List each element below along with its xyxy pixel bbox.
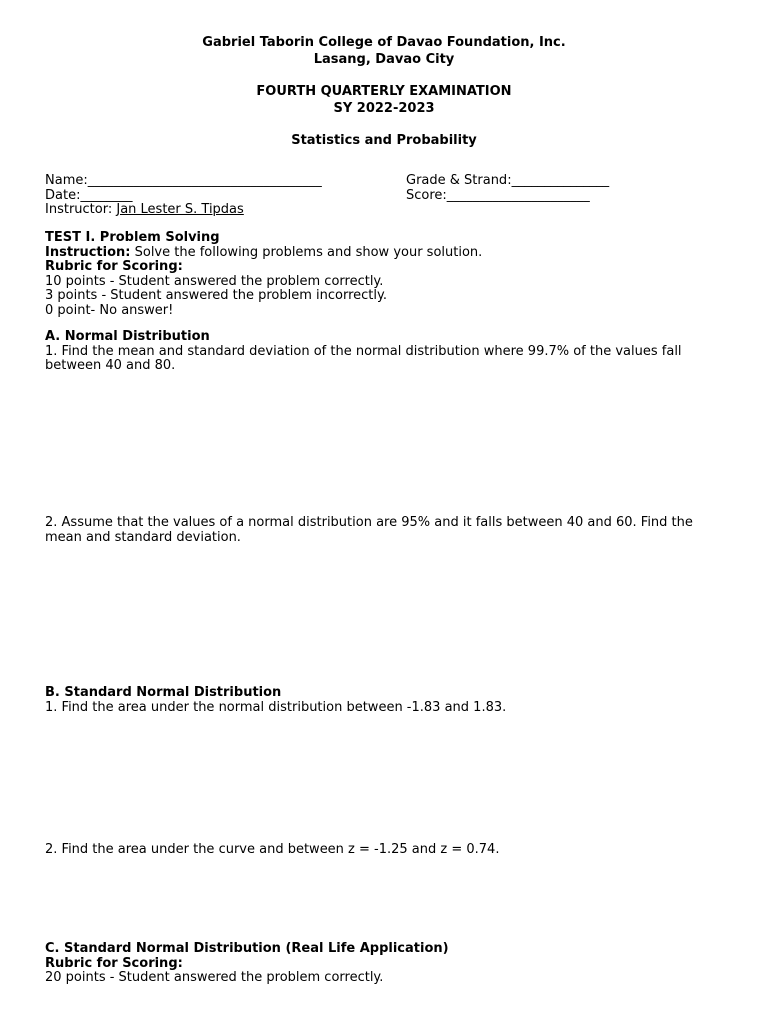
date-blank[interactable]: ________ [80,188,133,203]
grade-field [406,174,609,189]
section-b-title: B. Standard Normal Distribution [45,685,282,700]
grade-blank[interactable]: _______________ [511,173,610,188]
rubric-item: 3 points - Student answered the problem incorrectly. [45,288,387,303]
section-a-question-2: 2. Assume that the values of a normal distribution are 95% and it falls between 40 and 60. Find the mean and standard deviation. [45,515,693,545]
exam-title: FOURTH QUARTERLY EXAMINATION [256,84,512,99]
name-blank[interactable]: ____________________________________ [87,173,322,188]
instruction-label: Instruction: [45,244,131,260]
section-a-question-1: 1. Find the mean and standard deviation of the normal distribution where 99.7% of the values fall between 40 and 80. [45,343,682,373]
name-field [45,174,322,189]
instructor-field [45,203,244,218]
test1-instruction [45,246,715,261]
section-c [45,942,715,986]
school-location: Lasang, Davao City [313,52,455,67]
score-blank[interactable]: ______________________ [446,188,590,203]
section-b [45,686,715,715]
subject-title: Statistics and Probability [291,133,477,148]
section-b-question-1: 1. Find the area under the normal distribution between -1.83 and 1.83. [45,699,507,715]
school-year: SY 2022-2023 [333,101,435,116]
rubric-item: 10 points - Student answered the problem correctly. [45,273,384,289]
section-b-question-2: 2. Find the area under the curve and between z = -1.25 and z = 0.74. [45,842,500,857]
section-c-rubric-item: 20 points - Student answered the problem correctly. [45,970,384,985]
section-b-question-2-block [45,843,715,858]
section-a-title: A. Normal Distribution [45,329,210,344]
rubric-label: Rubric for Scoring: [45,259,183,274]
section-c-title: C. Standard Normal Distribution (Real Life Application) [45,941,449,956]
section-a-question-2-block [45,516,715,545]
section-c-rubric-label: Rubric for Scoring: [45,955,183,971]
score-field [406,189,590,204]
grade-label: Grade & Strand: [406,173,512,188]
test1-header [45,231,715,318]
section-a [45,330,715,374]
rubric-item: 0 point- No answer! [45,302,174,318]
school-name: Gabriel Taborin College of Davao Foundation, Inc. [202,35,566,50]
instructor-name: Jan Lester S. Tipdas [116,202,244,217]
instruction-text: Solve the following problems and show your solution. [130,244,483,260]
score-label: Score: [406,188,447,203]
name-label: Name: [45,173,88,188]
test1-title: TEST I. Problem Solving [45,230,220,245]
date-label: Date: [45,188,81,203]
instructor-label: Instructor: [45,202,117,217]
